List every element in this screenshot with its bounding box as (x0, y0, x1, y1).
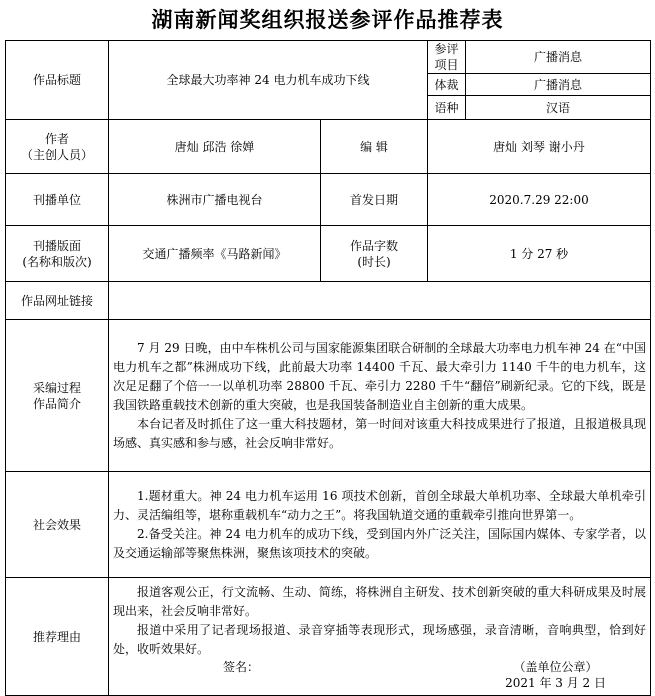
row-process (6, 320, 651, 472)
value-category: 广播消息 (466, 41, 651, 74)
seal-block (505, 659, 606, 691)
value-editor: 唐灿 刘琴 谢小丹 (428, 120, 651, 174)
row-layout (6, 226, 651, 282)
row-url (6, 282, 651, 320)
value-social-effect (109, 472, 651, 578)
row-recommendation (6, 578, 651, 696)
value-publisher: 株洲市广播电视台 (109, 174, 321, 226)
value-recommendation (109, 578, 651, 696)
social-paragraph-2: 2.备受关注。神 24 电力机车的成功下线，受到国内外广泛关注，国际国内媒体、专家学者，以及交通运输部等聚焦株洲，聚焦该项技术的突破。 (113, 526, 646, 560)
label-genre: 体裁 (428, 74, 466, 96)
document-title: 湖南新闻奖组织报送参评作品推荐表 (151, 7, 504, 32)
label-author-line1: 作者 (44, 131, 69, 146)
signature-label: 签名： (223, 659, 260, 674)
value-first-release-date: 2020.7.29 22:00 (428, 174, 651, 226)
label-author-line2: （主创人员） (20, 147, 93, 162)
label-first-release-date: 首发日期 (321, 174, 428, 226)
label-editor: 编 辑 (321, 120, 428, 174)
label-process (6, 320, 109, 472)
label-layout-line1: 刊播版面 (32, 238, 81, 253)
row-social-effect (6, 472, 651, 578)
label-recommendation: 推荐理由 (6, 578, 109, 696)
process-paragraph-1: 7 月 29 日晚，由中车株机公司与国家能源集团联合研制的全球最大功率电力机车神 24 在“中国电力机车之都”株洲成功下线，此前最大功率 14400 千瓦、最大牵引力 1140 千牛的电力机车，这次足足翻了个倍一一以单机功率 28800 千瓦、牵引力 2280 千牛“翻倍”刷新纪录。它的下线，既是我国铁路重载技术创新的重大突破，也是我国装备制造业自主创新的重大成果。 (113, 340, 646, 412)
recommendation-form-table (5, 40, 651, 696)
row-author (6, 120, 651, 174)
label-author (6, 120, 109, 174)
signature-footer (113, 659, 646, 691)
recommend-paragraph-1: 报道客观公正，行文流畅、生动、简练，将株洲自主研发、技术创新突破的重大科研成果及时展现出来，社会反响非常好。 (113, 584, 646, 618)
label-length-line2: (时长) (357, 254, 391, 269)
label-language: 语种 (428, 96, 466, 120)
value-process (109, 320, 651, 472)
value-length: 1 分 27 秒 (428, 226, 651, 282)
value-layout: 交通广播频率《马路新闻》 (109, 226, 321, 282)
recommend-paragraph-2: 报道中采用了记者现场报道、录音穿插等表现形式，现场感强，录音清晰，音响典型，恰到好处，收听效果好。 (113, 622, 646, 656)
label-length-line1: 作品字数 (349, 238, 398, 253)
label-social-effect: 社会效果 (6, 472, 109, 578)
label-process-line2: 作品简介 (32, 396, 81, 411)
label-layout (6, 226, 109, 282)
signature-date: 2021 年 3 月 2 日 (505, 675, 606, 690)
social-paragraph-1: 1.题材重大。神 24 电力机车运用 16 项技术创新，首创全球最大单机功率、全球最大单机牵引力、灵活编组等，堪称重载机车“动力之王”。将我国轨道交通的重载牵引推向世界第一。 (113, 488, 646, 522)
label-layout-line2: (名称和版次) (22, 254, 92, 269)
label-process-line1: 采编过程 (32, 380, 81, 395)
label-length (321, 226, 428, 282)
label-work-title: 作品标题 (6, 41, 109, 120)
label-url: 作品网址链接 (6, 282, 109, 320)
value-work-title: 全球最大功率神 24 电力机车成功下线 (109, 41, 428, 120)
row-publisher (6, 174, 651, 226)
value-author: 唐灿 邱浩 徐婵 (109, 120, 321, 174)
seal-note: （盖单位公章） (513, 659, 598, 674)
label-publisher: 刊播单位 (6, 174, 109, 226)
row-category (6, 41, 651, 74)
process-paragraph-2: 本台记者及时抓住了这一重大科技题材，第一时间对该重大科技成果进行了报道，且报道极具现场感、真实感和参与感，社会反响非常好。 (113, 416, 646, 450)
label-category: 参评项目 (428, 41, 466, 74)
value-genre: 广播消息 (466, 74, 651, 96)
value-url (109, 282, 651, 320)
value-language: 汉语 (466, 96, 651, 120)
